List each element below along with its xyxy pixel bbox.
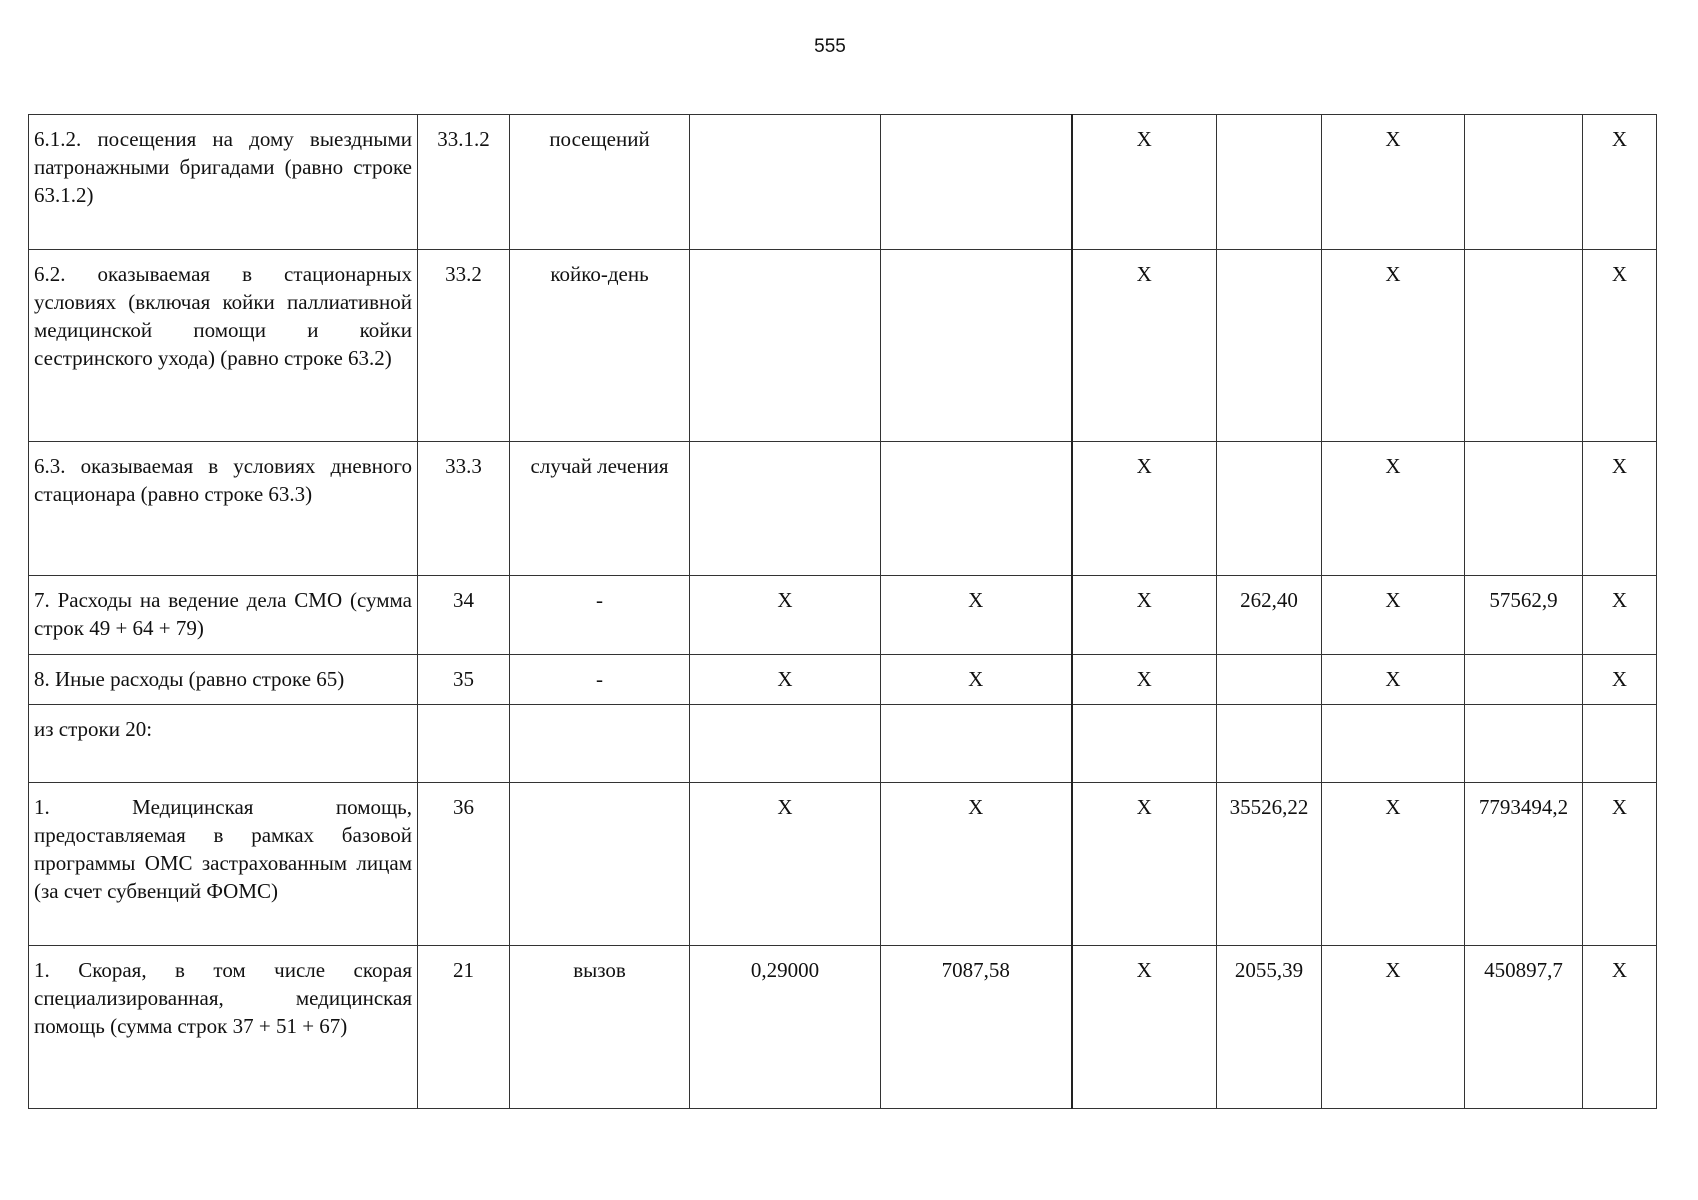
value-cell: [690, 442, 881, 576]
value-cell: [1583, 705, 1657, 783]
row-name-cell: 8. Иные расходы (равно строке 65): [29, 655, 418, 705]
value-cell: X: [1583, 946, 1657, 1109]
value-cell: [1465, 655, 1583, 705]
value-cell: 7793494,2: [1465, 783, 1583, 946]
unit-cell: -: [510, 576, 690, 655]
value-cell: X: [881, 783, 1072, 946]
table-row: [29, 576, 1657, 655]
value-cell: X: [1322, 783, 1465, 946]
value-cell: [1465, 442, 1583, 576]
unit-cell: посещений: [510, 115, 690, 250]
value-cell: [1322, 705, 1465, 783]
value-cell: X: [1072, 115, 1217, 250]
value-cell: X: [1072, 250, 1217, 442]
value-cell: X: [1322, 576, 1465, 655]
row-name-cell: из строки 20:: [29, 705, 418, 783]
value-cell: [881, 705, 1072, 783]
table-row: [29, 655, 1657, 705]
value-cell: X: [1583, 655, 1657, 705]
value-cell: [881, 115, 1072, 250]
value-cell: X: [1583, 115, 1657, 250]
line-number-cell: 36: [418, 783, 510, 946]
value-cell: X: [690, 576, 881, 655]
value-cell: 57562,9: [1465, 576, 1583, 655]
value-cell: [1217, 655, 1322, 705]
value-cell: [690, 250, 881, 442]
value-cell: X: [1322, 442, 1465, 576]
value-cell: [1217, 442, 1322, 576]
value-cell: X: [1072, 576, 1217, 655]
line-number-cell: 33.2: [418, 250, 510, 442]
value-cell: X: [1583, 250, 1657, 442]
line-number-cell: 33.1.2: [418, 115, 510, 250]
row-name-cell: 6.3. оказываемая в условиях дневного стационара (равно строке 63.3): [29, 442, 418, 576]
value-cell: 7087,58: [881, 946, 1072, 1109]
value-cell: [881, 442, 1072, 576]
value-cell: X: [690, 655, 881, 705]
value-cell: 262,40: [1217, 576, 1322, 655]
line-number-cell: [418, 705, 510, 783]
value-cell: X: [1583, 576, 1657, 655]
value-cell: X: [1583, 442, 1657, 576]
unit-cell: [510, 783, 690, 946]
page-number: 555: [814, 36, 846, 57]
unit-cell: вызов: [510, 946, 690, 1109]
value-cell: 35526,22: [1217, 783, 1322, 946]
value-cell: [1465, 250, 1583, 442]
row-name-cell: 7. Расходы на ведение дела СМО (сумма строк 49 + 64 + 79): [29, 576, 418, 655]
table-row: [29, 705, 1657, 783]
unit-cell: -: [510, 655, 690, 705]
value-cell: [1465, 705, 1583, 783]
table-row: [29, 946, 1657, 1109]
line-number-cell: 34: [418, 576, 510, 655]
value-cell: [690, 705, 881, 783]
value-cell: X: [1072, 442, 1217, 576]
value-cell: X: [1322, 655, 1465, 705]
value-cell: [690, 115, 881, 250]
value-cell: [1217, 115, 1322, 250]
value-cell: 0,29000: [690, 946, 881, 1109]
value-cell: X: [881, 655, 1072, 705]
value-cell: X: [690, 783, 881, 946]
value-cell: [1465, 115, 1583, 250]
table-row: [29, 442, 1657, 576]
unit-cell: случай лечения: [510, 442, 690, 576]
value-cell: [881, 250, 1072, 442]
unit-cell: [510, 705, 690, 783]
value-cell: [1217, 250, 1322, 442]
table-row: [29, 250, 1657, 442]
line-number-cell: 21: [418, 946, 510, 1109]
row-name-cell: 6.2. оказываемая в стационарных условиях (включая койки паллиативной медицинской помощи и койки сестринского ухода) (равно строке 63.2): [29, 250, 418, 442]
value-cell: X: [1583, 783, 1657, 946]
value-cell: [1217, 705, 1322, 783]
value-cell: X: [1072, 655, 1217, 705]
value-cell: X: [1322, 115, 1465, 250]
row-name-cell: 6.1.2. посещения на дому выездными патронажными бригадами (равно строке 63.1.2): [29, 115, 418, 250]
row-name-cell: 1. Медицинская помощь, предоставляемая в рамках базовой программы ОМС застрахованным лицам (за счет субвенций ФОМС): [29, 783, 418, 946]
row-name-cell: 1. Скорая, в том числе скорая специализированная, медицинская помощь (сумма строк 37 + 51 + 67): [29, 946, 418, 1109]
unit-cell: койко-день: [510, 250, 690, 442]
value-cell: X: [1322, 946, 1465, 1109]
line-number-cell: 33.3: [418, 442, 510, 576]
value-cell: X: [1322, 250, 1465, 442]
data-table: [28, 114, 1657, 1109]
value-cell: X: [1072, 783, 1217, 946]
value-cell: [1072, 705, 1217, 783]
table-row: [29, 115, 1657, 250]
value-cell: 450897,7: [1465, 946, 1583, 1109]
value-cell: X: [1072, 946, 1217, 1109]
table-row: [29, 783, 1657, 946]
value-cell: 2055,39: [1217, 946, 1322, 1109]
value-cell: X: [881, 576, 1072, 655]
line-number-cell: 35: [418, 655, 510, 705]
